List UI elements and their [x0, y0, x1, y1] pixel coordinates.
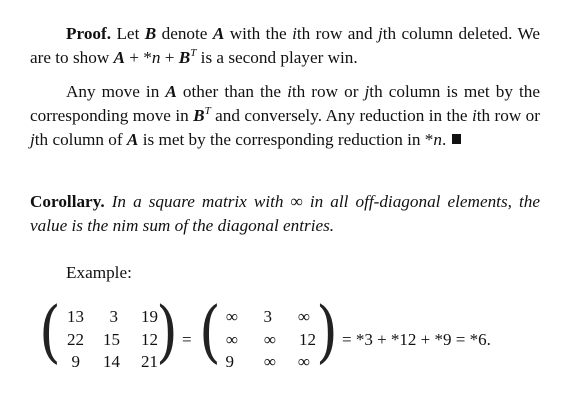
- corollary-text: In a square matrix with ∞ in all off-diagonal elements, the value is the nim sum of the diagonal entries.: [30, 192, 540, 235]
- matrix-B: B: [178, 48, 191, 67]
- text: .: [441, 130, 447, 149]
- proof-text: th column: [382, 24, 454, 43]
- text: th column of: [34, 130, 127, 149]
- proof-text: th row and: [296, 24, 378, 43]
- matrix-cell: ∞: [225, 307, 238, 326]
- var-i: i: [471, 106, 477, 125]
- matrix-cell: 19: [141, 307, 158, 326]
- nim-sum-result: = *3 + *12 + *9 = *6.: [342, 330, 491, 349]
- matrix-cell: 9: [225, 352, 234, 371]
- right-paren: ): [156, 293, 178, 372]
- matrix-cell: ∞: [297, 307, 310, 326]
- proof-text: denote: [156, 24, 213, 43]
- matrix-cell: 14: [103, 352, 120, 371]
- left-paren: (: [199, 293, 221, 372]
- matrix-A: A: [165, 82, 177, 101]
- matrix-B: B: [144, 24, 157, 43]
- matrix-cell: ∞: [263, 330, 276, 349]
- transpose-T: T: [190, 47, 197, 59]
- matrix-cell: ∞: [297, 352, 310, 371]
- matrix-cell: 12: [141, 330, 158, 349]
- text: and conversely. Any reduction in the: [210, 106, 472, 125]
- equals-sign: =: [182, 330, 192, 349]
- math-op: + *: [125, 48, 152, 67]
- corollary-label: Corollary.: [30, 192, 105, 211]
- text: Any move in: [66, 82, 166, 101]
- matrix-cell: 12: [299, 330, 316, 349]
- matrix-A: A: [126, 130, 139, 149]
- var-j: j: [30, 130, 35, 149]
- proof-text: Let: [116, 24, 145, 43]
- transpose-T: T: [204, 105, 211, 117]
- var-n: n: [151, 48, 161, 67]
- text: is met by the corresponding reduction in *: [138, 130, 434, 149]
- proof-text: is a second player win.: [196, 48, 358, 67]
- var-i: i: [287, 82, 292, 101]
- matrix-A: A: [212, 24, 225, 43]
- matrix-A: A: [113, 48, 125, 67]
- math-op: +: [160, 48, 179, 67]
- right-paren: ): [316, 293, 338, 372]
- proof-label: Proof.: [66, 24, 112, 43]
- text: other than the: [176, 82, 288, 101]
- proof-text: deleted. We are to show: [30, 24, 540, 67]
- matrix-cell: ∞: [263, 352, 276, 371]
- text: th row or: [476, 106, 540, 125]
- matrix-cell: 13: [67, 307, 84, 326]
- matrix-cell: 21: [141, 352, 158, 371]
- var-j: j: [377, 24, 383, 43]
- matrix-cell: 22: [67, 330, 84, 349]
- matrix-B: B: [193, 106, 205, 125]
- matrix-cell: 3: [109, 307, 118, 326]
- matrix-cell: 9: [71, 352, 80, 371]
- var-n: n: [433, 130, 442, 149]
- example-label: Example:: [66, 263, 132, 282]
- left-paren: (: [39, 293, 61, 372]
- matrix-cell: 15: [103, 330, 120, 349]
- text: th row or: [291, 82, 365, 101]
- matrix-cell: 3: [263, 307, 272, 326]
- var-i: i: [292, 24, 297, 43]
- text: th column is met by the corresponding move in: [30, 82, 541, 125]
- var-j: j: [364, 82, 370, 101]
- proof-text: with the: [224, 24, 293, 43]
- matrix-cell: ∞: [225, 330, 238, 349]
